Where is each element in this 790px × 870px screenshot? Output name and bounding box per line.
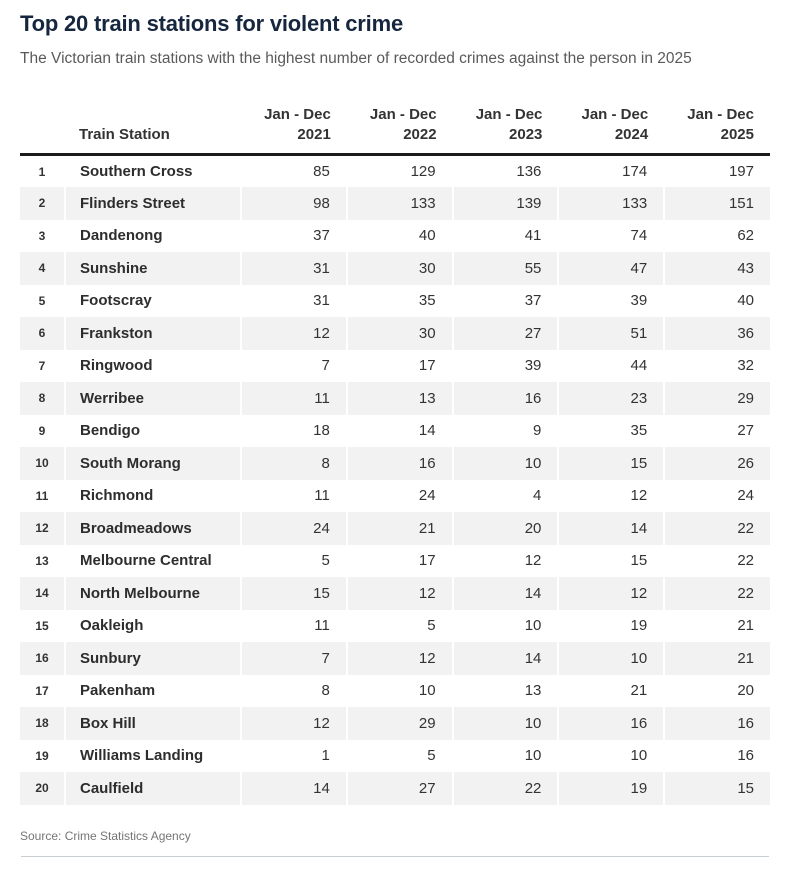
rank-cell: 4 bbox=[20, 252, 65, 285]
value-cell-2024: 10 bbox=[558, 642, 664, 675]
value-cell-2022: 5 bbox=[347, 610, 453, 643]
value-cell-2021: 12 bbox=[241, 317, 347, 350]
value-cell-2021: 85 bbox=[241, 155, 347, 188]
value-cell-2023: 39 bbox=[453, 350, 559, 383]
value-cell-2021: 11 bbox=[241, 382, 347, 415]
value-cell-2022: 133 bbox=[347, 187, 453, 220]
value-cell-2021: 12 bbox=[241, 707, 347, 740]
value-cell-2022: 5 bbox=[347, 740, 453, 773]
value-cell-2023: 13 bbox=[453, 675, 559, 708]
table-row bbox=[20, 545, 770, 578]
value-cell-2025: 16 bbox=[664, 707, 770, 740]
value-cell-2022: 17 bbox=[347, 350, 453, 383]
value-cell-2022: 30 bbox=[347, 317, 453, 350]
table-row bbox=[20, 350, 770, 383]
value-cell-2021: 11 bbox=[241, 610, 347, 643]
value-cell-2025: 21 bbox=[664, 610, 770, 643]
value-cell-2021: 15 bbox=[241, 577, 347, 610]
station-name-cell: Flinders Street bbox=[65, 187, 241, 220]
rank-cell: 3 bbox=[38, 228, 46, 243]
value-cell-2021: 18 bbox=[241, 415, 347, 448]
column-header-station: Train Station bbox=[65, 105, 241, 155]
value-cell-2024: 12 bbox=[558, 480, 664, 513]
value-cell-2022: 30 bbox=[347, 252, 453, 285]
value-cell-2025: 62 bbox=[664, 220, 770, 253]
column-header-year: 2022 bbox=[403, 125, 437, 143]
column-header-period: Jan - Dec bbox=[264, 105, 331, 123]
table-row bbox=[20, 707, 770, 740]
table-row bbox=[20, 187, 770, 220]
station-name-cell: South Morang bbox=[65, 447, 241, 480]
value-cell-2022: 40 bbox=[347, 220, 453, 253]
value-cell-2024: 15 bbox=[558, 545, 664, 578]
rank-cell: 17 bbox=[35, 683, 49, 698]
column-header-period: Jan - Dec bbox=[687, 105, 754, 123]
station-name-cell: Frankston bbox=[65, 317, 241, 350]
value-cell-2022: 21 bbox=[347, 512, 453, 545]
value-cell-2023: 20 bbox=[453, 512, 559, 545]
table-body bbox=[20, 155, 770, 805]
table-row bbox=[20, 252, 770, 285]
value-cell-2024: 19 bbox=[558, 610, 664, 643]
value-cell-2022: 35 bbox=[347, 285, 453, 318]
value-cell-2021: 7 bbox=[241, 350, 347, 383]
value-cell-2021: 7 bbox=[241, 642, 347, 675]
value-cell-2024: 16 bbox=[558, 707, 664, 740]
value-cell-2022: 129 bbox=[347, 155, 453, 188]
table-row bbox=[20, 512, 770, 545]
value-cell-2021: 5 bbox=[241, 545, 347, 578]
value-cell-2024: 23 bbox=[558, 382, 664, 415]
station-name-cell: Ringwood bbox=[65, 350, 241, 383]
table-row bbox=[20, 317, 770, 350]
value-cell-2021: 24 bbox=[241, 512, 347, 545]
value-cell-2023: 10 bbox=[453, 610, 559, 643]
rank-cell: 5 bbox=[38, 293, 46, 308]
table-row bbox=[20, 220, 770, 253]
value-cell-2023: 41 bbox=[453, 220, 559, 253]
rank-cell: 20 bbox=[20, 772, 65, 805]
value-cell-2025: 16 bbox=[664, 740, 770, 773]
rank-cell: 14 bbox=[20, 577, 65, 610]
table-row bbox=[20, 740, 770, 773]
station-name-cell: Box Hill bbox=[65, 707, 241, 740]
value-cell-2024: 74 bbox=[558, 220, 664, 253]
value-cell-2023: 10 bbox=[453, 447, 559, 480]
value-cell-2025: 32 bbox=[664, 350, 770, 383]
value-cell-2024: 39 bbox=[558, 285, 664, 318]
crime-data-table bbox=[20, 105, 770, 805]
value-cell-2023: 37 bbox=[453, 285, 559, 318]
rank-cell: 2 bbox=[20, 187, 65, 220]
table-row bbox=[20, 480, 770, 513]
value-cell-2023: 14 bbox=[453, 577, 559, 610]
value-cell-2022: 16 bbox=[347, 447, 453, 480]
table-row bbox=[20, 675, 770, 708]
table-row bbox=[20, 415, 770, 448]
value-cell-2023: 9 bbox=[453, 415, 559, 448]
value-cell-2023: 27 bbox=[453, 317, 559, 350]
value-cell-2024: 14 bbox=[558, 512, 664, 545]
value-cell-2021: 31 bbox=[241, 252, 347, 285]
station-name-cell: Pakenham bbox=[65, 675, 241, 708]
column-header-year: 2024 bbox=[614, 125, 649, 143]
rank-cell: 16 bbox=[20, 642, 65, 675]
bottom-divider bbox=[21, 856, 769, 857]
value-cell-2021: 8 bbox=[241, 447, 347, 480]
value-cell-2022: 29 bbox=[347, 707, 453, 740]
value-cell-2023: 55 bbox=[453, 252, 559, 285]
column-header-period: Jan - Dec bbox=[581, 105, 649, 123]
chart-subtitle: The Victorian train stations with the highest number of recorded crimes against the person in 2025 bbox=[20, 49, 692, 67]
value-cell-2024: 51 bbox=[558, 317, 664, 350]
station-name-cell: Williams Landing bbox=[65, 740, 241, 773]
value-cell-2022: 12 bbox=[347, 577, 453, 610]
value-cell-2025: 24 bbox=[664, 480, 770, 513]
value-cell-2024: 12 bbox=[558, 577, 664, 610]
value-cell-2021: 31 bbox=[241, 285, 347, 318]
column-header-rank bbox=[20, 105, 65, 155]
table-header bbox=[20, 105, 770, 155]
rank-cell: 6 bbox=[20, 317, 65, 350]
value-cell-2025: 29 bbox=[664, 382, 770, 415]
column-header-2024 bbox=[558, 105, 664, 155]
column-header-year: 2023 bbox=[509, 125, 543, 143]
value-cell-2022: 12 bbox=[347, 642, 453, 675]
value-cell-2025: 21 bbox=[664, 642, 770, 675]
value-cell-2025: 22 bbox=[664, 512, 770, 545]
value-cell-2025: 43 bbox=[664, 252, 770, 285]
station-name-cell: Oakleigh bbox=[65, 610, 241, 643]
station-name-cell: Werribee bbox=[65, 382, 241, 415]
table-row bbox=[20, 772, 770, 805]
rank-cell: 15 bbox=[35, 618, 49, 633]
rank-cell: 13 bbox=[35, 553, 49, 568]
column-header-2023 bbox=[453, 105, 559, 155]
column-header-2025 bbox=[664, 105, 770, 155]
rank-cell: 18 bbox=[20, 707, 65, 740]
value-cell-2023: 139 bbox=[453, 187, 559, 220]
value-cell-2023: 22 bbox=[453, 772, 559, 805]
station-name-cell: Bendigo bbox=[65, 415, 241, 448]
station-name-cell: Richmond bbox=[65, 480, 241, 513]
station-name-cell: Caulfield bbox=[65, 772, 241, 805]
column-header-2021 bbox=[241, 105, 347, 155]
station-name-cell: North Melbourne bbox=[65, 577, 241, 610]
value-cell-2023: 10 bbox=[453, 707, 559, 740]
source-attribution: Source: Crime Statistics Agency bbox=[20, 828, 191, 843]
value-cell-2022: 10 bbox=[347, 675, 453, 708]
station-name-cell: Dandenong bbox=[65, 220, 241, 253]
column-header-year: 2021 bbox=[297, 125, 331, 143]
value-cell-2025: 151 bbox=[664, 187, 770, 220]
table-header-row bbox=[20, 105, 770, 155]
column-header-2022 bbox=[347, 105, 453, 155]
value-cell-2024: 10 bbox=[558, 740, 664, 773]
table-row bbox=[20, 642, 770, 675]
value-cell-2023: 4 bbox=[453, 480, 559, 513]
value-cell-2024: 15 bbox=[558, 447, 664, 480]
rank-cell: 9 bbox=[38, 423, 46, 438]
value-cell-2025: 26 bbox=[664, 447, 770, 480]
table-row bbox=[20, 610, 770, 643]
value-cell-2023: 136 bbox=[453, 155, 559, 188]
rank-cell: 8 bbox=[20, 382, 65, 415]
value-cell-2022: 14 bbox=[347, 415, 453, 448]
value-cell-2022: 27 bbox=[347, 772, 453, 805]
value-cell-2022: 13 bbox=[347, 382, 453, 415]
column-header-year: 2025 bbox=[720, 125, 754, 143]
table-row bbox=[20, 155, 770, 188]
value-cell-2024: 44 bbox=[558, 350, 664, 383]
value-cell-2021: 1 bbox=[241, 740, 347, 773]
value-cell-2024: 35 bbox=[558, 415, 664, 448]
value-cell-2021: 37 bbox=[241, 220, 347, 253]
station-name-cell: Sunshine bbox=[65, 252, 241, 285]
rank-cell: 19 bbox=[35, 748, 49, 763]
value-cell-2025: 15 bbox=[664, 772, 770, 805]
table-row bbox=[20, 577, 770, 610]
station-name-cell: Broadmeadows bbox=[65, 512, 241, 545]
value-cell-2025: 40 bbox=[664, 285, 770, 318]
value-cell-2024: 174 bbox=[558, 155, 664, 188]
value-cell-2021: 11 bbox=[241, 480, 347, 513]
value-cell-2024: 47 bbox=[558, 252, 664, 285]
table-row bbox=[20, 285, 770, 318]
table-row bbox=[20, 382, 770, 415]
station-name-cell: Melbourne Central bbox=[65, 545, 241, 578]
value-cell-2021: 98 bbox=[241, 187, 347, 220]
value-cell-2025: 22 bbox=[664, 545, 770, 578]
column-header-period: Jan - Dec bbox=[369, 105, 437, 123]
value-cell-2024: 21 bbox=[558, 675, 664, 708]
value-cell-2023: 14 bbox=[453, 642, 559, 675]
page-title: Top 20 train stations for violent crime bbox=[20, 11, 403, 36]
column-header-period: Jan - Dec bbox=[475, 105, 543, 123]
value-cell-2025: 197 bbox=[664, 155, 770, 188]
value-cell-2025: 27 bbox=[664, 415, 770, 448]
value-cell-2023: 16 bbox=[453, 382, 559, 415]
value-cell-2025: 22 bbox=[664, 577, 770, 610]
rank-cell: 12 bbox=[20, 512, 65, 545]
value-cell-2025: 36 bbox=[664, 317, 770, 350]
value-cell-2021: 8 bbox=[241, 675, 347, 708]
station-name-cell: Footscray bbox=[65, 285, 241, 318]
value-cell-2022: 24 bbox=[347, 480, 453, 513]
value-cell-2025: 20 bbox=[664, 675, 770, 708]
value-cell-2023: 10 bbox=[453, 740, 559, 773]
value-cell-2024: 19 bbox=[558, 772, 664, 805]
table-row bbox=[20, 447, 770, 480]
value-cell-2022: 17 bbox=[347, 545, 453, 578]
value-cell-2023: 12 bbox=[453, 545, 559, 578]
station-name-cell: Sunbury bbox=[65, 642, 241, 675]
value-cell-2024: 133 bbox=[558, 187, 664, 220]
station-name-cell: Southern Cross bbox=[65, 155, 241, 188]
rank-cell: 1 bbox=[38, 164, 46, 179]
rank-cell: 7 bbox=[38, 358, 46, 373]
rank-cell: 10 bbox=[20, 447, 65, 480]
value-cell-2021: 14 bbox=[241, 772, 347, 805]
rank-cell: 11 bbox=[35, 488, 49, 503]
